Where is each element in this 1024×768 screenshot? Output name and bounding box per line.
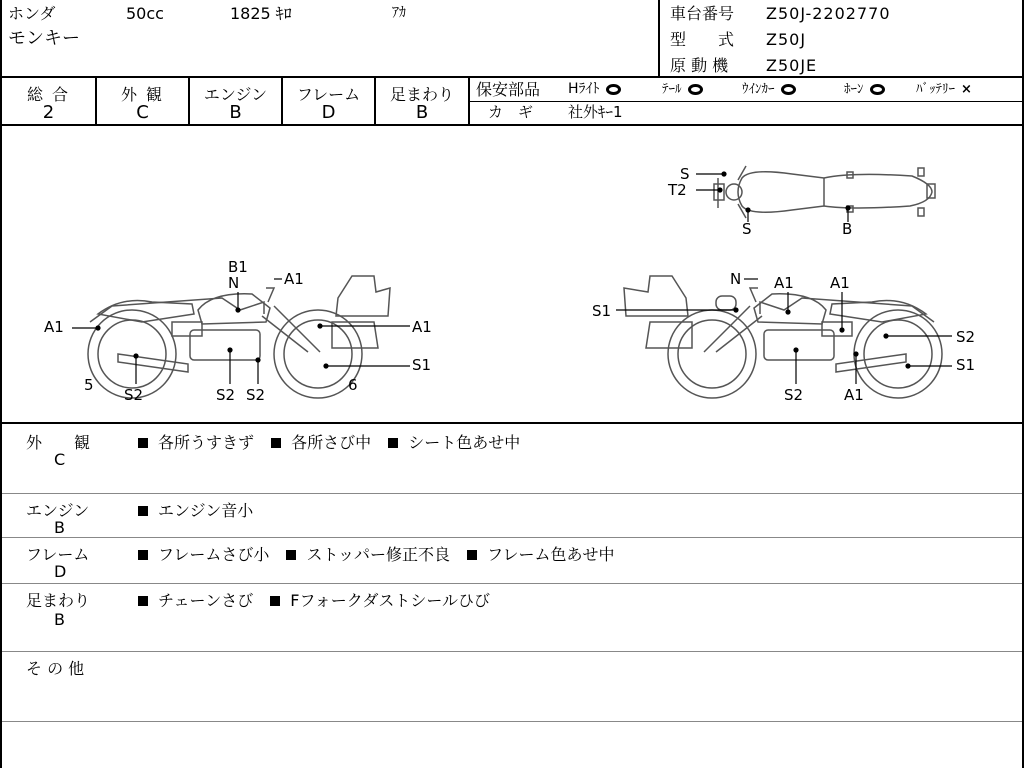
grade-overall — [2, 78, 97, 124]
note-item: シート色あせ中 — [408, 433, 521, 452]
ok-circle-icon — [781, 84, 796, 95]
displacement: 50cc — [126, 4, 164, 23]
bullet-square-icon — [467, 550, 477, 560]
note-row-blank — [2, 722, 1022, 768]
safety-item-winker — [742, 83, 796, 96]
safety-item-tail — [662, 83, 703, 96]
safety-item-label: ｳｲﾝｶｰ — [742, 82, 775, 97]
damage-label: B — [842, 220, 853, 238]
damage-label: 5 — [84, 376, 94, 394]
grade-value: 2 — [42, 102, 55, 123]
bullet-square-icon — [138, 438, 148, 448]
grade-engine — [190, 78, 283, 124]
note-item: Fフォークダストシールひび — [290, 591, 491, 610]
grade-label: フレーム — [296, 85, 361, 104]
damage-label: S2 — [216, 386, 236, 404]
note-items — [138, 588, 490, 611]
key-value: 社外ｷｰ1 — [568, 103, 623, 121]
grade-label: 足まわり — [389, 85, 454, 104]
safety-parts — [470, 78, 1022, 124]
damage-label: S2 — [956, 328, 976, 346]
note-item: ストッパー修正不良 — [306, 545, 450, 564]
grades-row — [2, 78, 1022, 126]
safety-title: 保安部品 — [476, 80, 541, 99]
note-items — [138, 542, 614, 565]
damage-label: S1 — [956, 356, 976, 374]
note-label: そ の 他 — [26, 659, 85, 678]
grade-label: 総 合 — [26, 85, 71, 104]
note-row-engine — [2, 494, 1022, 538]
grade-value: B — [229, 102, 242, 123]
damage-label: S — [680, 165, 690, 183]
note-label: 外 観 — [26, 433, 91, 452]
damage-label: N — [730, 270, 742, 288]
model-name: モンキー — [8, 28, 80, 49]
note-row-frame — [2, 538, 1022, 584]
bullet-square-icon — [286, 550, 296, 560]
bullet-square-icon — [271, 438, 281, 448]
note-grade: D — [54, 562, 67, 581]
type-value: Z50J — [766, 30, 807, 49]
note-label: エンジン — [26, 501, 90, 520]
right-side-view-icon — [624, 276, 942, 398]
ok-circle-icon — [606, 84, 621, 95]
frame-no-label: 車台番号 — [670, 4, 735, 23]
bullet-square-icon — [270, 596, 280, 606]
engine-label: 原 動 機 — [670, 56, 729, 75]
key-label: カ ギ — [488, 103, 534, 121]
safety-item-headlight — [568, 82, 621, 96]
note-items — [138, 498, 253, 521]
grade-value: C — [136, 102, 149, 123]
grade-label: 外 観 — [120, 85, 165, 104]
bullet-square-icon — [138, 550, 148, 560]
note-item: エンジン音小 — [158, 501, 254, 520]
damage-label: S1 — [412, 356, 432, 374]
header — [2, 0, 1022, 78]
damage-label: T2 — [668, 181, 687, 199]
safety-item-battery — [916, 83, 972, 96]
grade-frame — [283, 78, 376, 124]
header-divider — [658, 0, 660, 78]
bullet-square-icon — [138, 596, 148, 606]
damage-label: S2 — [784, 386, 804, 404]
damage-label: A1 — [412, 318, 432, 336]
note-item: 各所さび中 — [291, 433, 372, 452]
grade-value: D — [321, 102, 336, 123]
engine-value: Z50JE — [766, 56, 818, 75]
key-row — [470, 102, 1022, 124]
maker: ホンダ — [8, 4, 56, 23]
note-label: 足まわり — [26, 591, 91, 610]
note-row-other — [2, 652, 1022, 722]
safety-item-label: ﾃｰﾙ — [662, 82, 682, 97]
ok-circle-icon — [688, 84, 703, 95]
note-item: 各所うすきず — [158, 433, 255, 452]
type-label: 型 式 — [670, 30, 735, 49]
damage-label: A1 — [774, 274, 794, 292]
damage-label: A1 — [844, 386, 864, 404]
damage-label: N — [228, 274, 240, 292]
safety-row — [470, 78, 1022, 102]
note-grade: C — [54, 450, 66, 469]
damage-label: S — [742, 220, 752, 238]
damage-label: S2 — [246, 386, 266, 404]
damage-label: 6 — [348, 376, 358, 394]
mileage: 1825 ｷﾛ — [230, 4, 292, 23]
safety-item-horn — [844, 83, 885, 96]
ok-circle-icon — [870, 84, 885, 95]
grade-value: B — [415, 102, 429, 123]
note-label: フレーム — [26, 545, 90, 564]
damage-map — [2, 126, 1022, 424]
frame-no: Z50J-2202770 — [766, 4, 891, 23]
grade-suspension — [376, 78, 470, 124]
note-grade: B — [54, 518, 65, 537]
note-item: チェーンさび — [158, 591, 254, 610]
notes-section — [2, 424, 1022, 768]
bullet-square-icon — [388, 438, 398, 448]
note-item: フレーム色あせ中 — [487, 545, 615, 564]
note-row-exterior — [2, 424, 1022, 494]
note-item: フレームさび小 — [158, 545, 270, 564]
ng-cross-icon: × — [961, 82, 972, 97]
safety-item-label: ﾊﾞｯﾃﾘｰ — [916, 82, 955, 97]
damage-label: S1 — [592, 302, 612, 320]
damage-label: A1 — [284, 270, 304, 288]
grade-label: エンジン — [203, 85, 268, 104]
left-side-view-icon — [88, 276, 390, 398]
note-items — [138, 430, 520, 453]
damage-label: A1 — [830, 274, 850, 292]
note-grade: B — [54, 610, 65, 629]
note-row-suspension — [2, 584, 1022, 652]
damage-label: S2 — [124, 386, 144, 404]
damage-label: A1 — [44, 318, 64, 336]
bullet-square-icon — [138, 506, 148, 516]
color: ｱｶ — [392, 5, 406, 21]
safety-item-label: ﾎｰﾝ — [844, 82, 864, 97]
grade-exterior — [97, 78, 190, 124]
safety-item-label: Hﾗｲﾄ — [568, 81, 600, 97]
motorcycle-diagram — [2, 126, 1022, 422]
damage-label: B1 — [228, 258, 248, 276]
